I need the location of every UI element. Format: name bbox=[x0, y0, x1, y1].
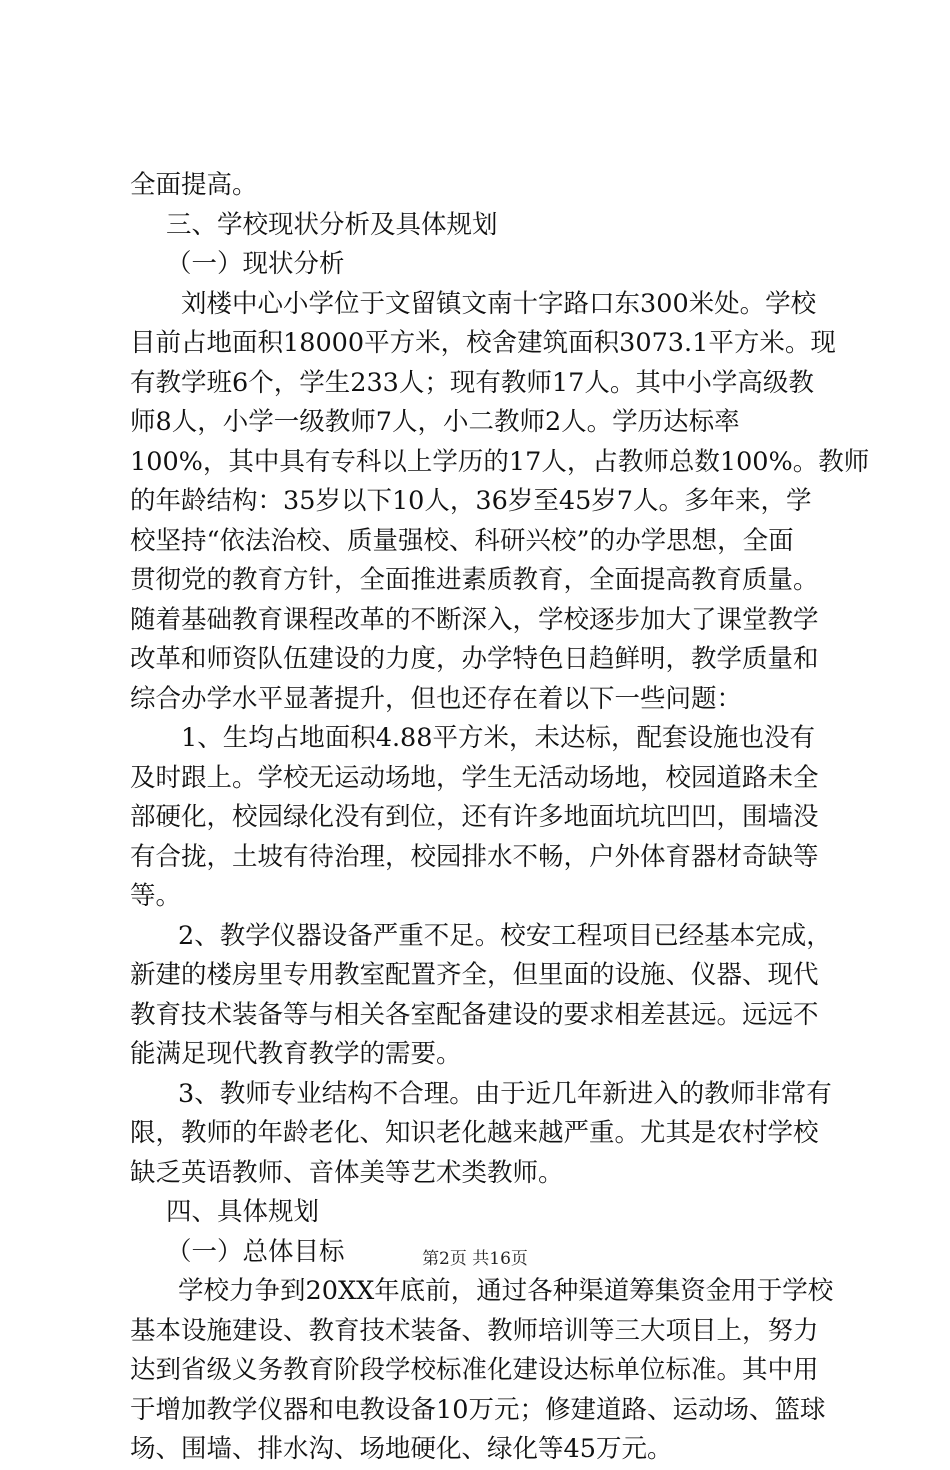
text-line: 教育技术装备等与相关各室配备建设的要求相差甚远。远远不 bbox=[130, 999, 819, 1030]
text-line: 限，教师的年龄老化、知识老化越来越严重。尤其是农村学校 bbox=[130, 1118, 819, 1148]
text-line: 学校力争到20XX年底前，通过各种渠道筹集资金用于学校 bbox=[178, 1276, 834, 1306]
text-line: 贯彻党的教育方针，全面推进素质教育，全面提高教育质量。 bbox=[130, 565, 819, 595]
text-line: 目前占地面积18000平方米，校舍建筑面积3073.1平方米。现 bbox=[130, 328, 836, 358]
text-line: 1、生均占地面积4.88平方米，未达标，配套设施也没有 bbox=[181, 723, 816, 753]
text-line: 新建的楼房里专用教室配置齐全，但里面的设施、仪器、现代 bbox=[130, 960, 819, 990]
page-number-footer: 第2页 共16页 bbox=[422, 1249, 528, 1269]
text-line: 有教学班6个，学生233人；现有教师17人。其中小学高级教 bbox=[130, 367, 814, 398]
text-line: 有合拢，土坡有待治理，校园排水不畅，户外体育器材奇缺等 bbox=[130, 841, 819, 872]
text-line: 及时跟上。学校无运动场地，学生无活动场地，校园道路未全 bbox=[130, 762, 819, 793]
subsection-heading: （一）总体目标 bbox=[166, 1236, 345, 1267]
text-line: 能满足现代教育教学的需要。 bbox=[130, 1039, 462, 1069]
text-line: 100%，其中具有专科以上学历的17人，占教师总数100%。教师 bbox=[130, 446, 870, 477]
text-line: 校坚持“依法治校、质量强校、科研兴校”的办学思想，全面 bbox=[130, 525, 794, 556]
text-line: 综合办学水平显著提升，但也还存在着以下一些问题： bbox=[130, 683, 743, 714]
body-text bbox=[130, 166, 870, 1470]
text-line: 3、教师专业结构不合理。由于近几年新进入的教师非常有 bbox=[178, 1078, 832, 1109]
text-line: 随着基础教育课程改革的不断深入，学校逐步加大了课堂教学 bbox=[130, 604, 819, 635]
section-heading: 三、学校现状分析及具体规划 bbox=[166, 209, 498, 240]
text-line: 2、教学仪器设备严重不足。校安工程项目已经基本完成， bbox=[178, 920, 832, 951]
text-line: 于增加教学仪器和电教设备10万元；修建道路、运动场、篮球 bbox=[130, 1394, 826, 1425]
text-line: 改革和师资队伍建设的力度，办学特色日趋鲜明，教学质量和 bbox=[130, 644, 819, 674]
text-line: 师8人，小学一级教师7人，小二教师2人。学历达标率 bbox=[130, 407, 740, 437]
text-line: 的年龄结构：35岁以下10人，36岁至45岁7人。多年来，学 bbox=[130, 486, 812, 516]
text-line: 基本设施建设、教育技术装备、教师培训等三大项目上，努力 bbox=[130, 1315, 819, 1346]
text-line: 等。 bbox=[130, 881, 182, 911]
text-line: 全面提高。 bbox=[130, 170, 258, 200]
text-line: 刘楼中心小学位于文留镇文南十字路口东300米处。学校 bbox=[181, 288, 817, 319]
text-line: 缺乏英语教师、音体美等艺术类教师。 bbox=[130, 1157, 564, 1188]
text-line: 达到省级义务教育阶段学校标准化建设达标单位标准。其中用 bbox=[130, 1355, 819, 1385]
text-line: 场、围墙、排水沟、场地硬化、绿化等45万元。 bbox=[130, 1434, 673, 1464]
section-heading: 四、具体规划 bbox=[166, 1197, 320, 1227]
text-line: 部硬化，校园绿化没有到位，还有许多地面坑坑凹凹，围墙没 bbox=[130, 802, 819, 832]
subsection-heading: （一）现状分析 bbox=[166, 249, 345, 279]
